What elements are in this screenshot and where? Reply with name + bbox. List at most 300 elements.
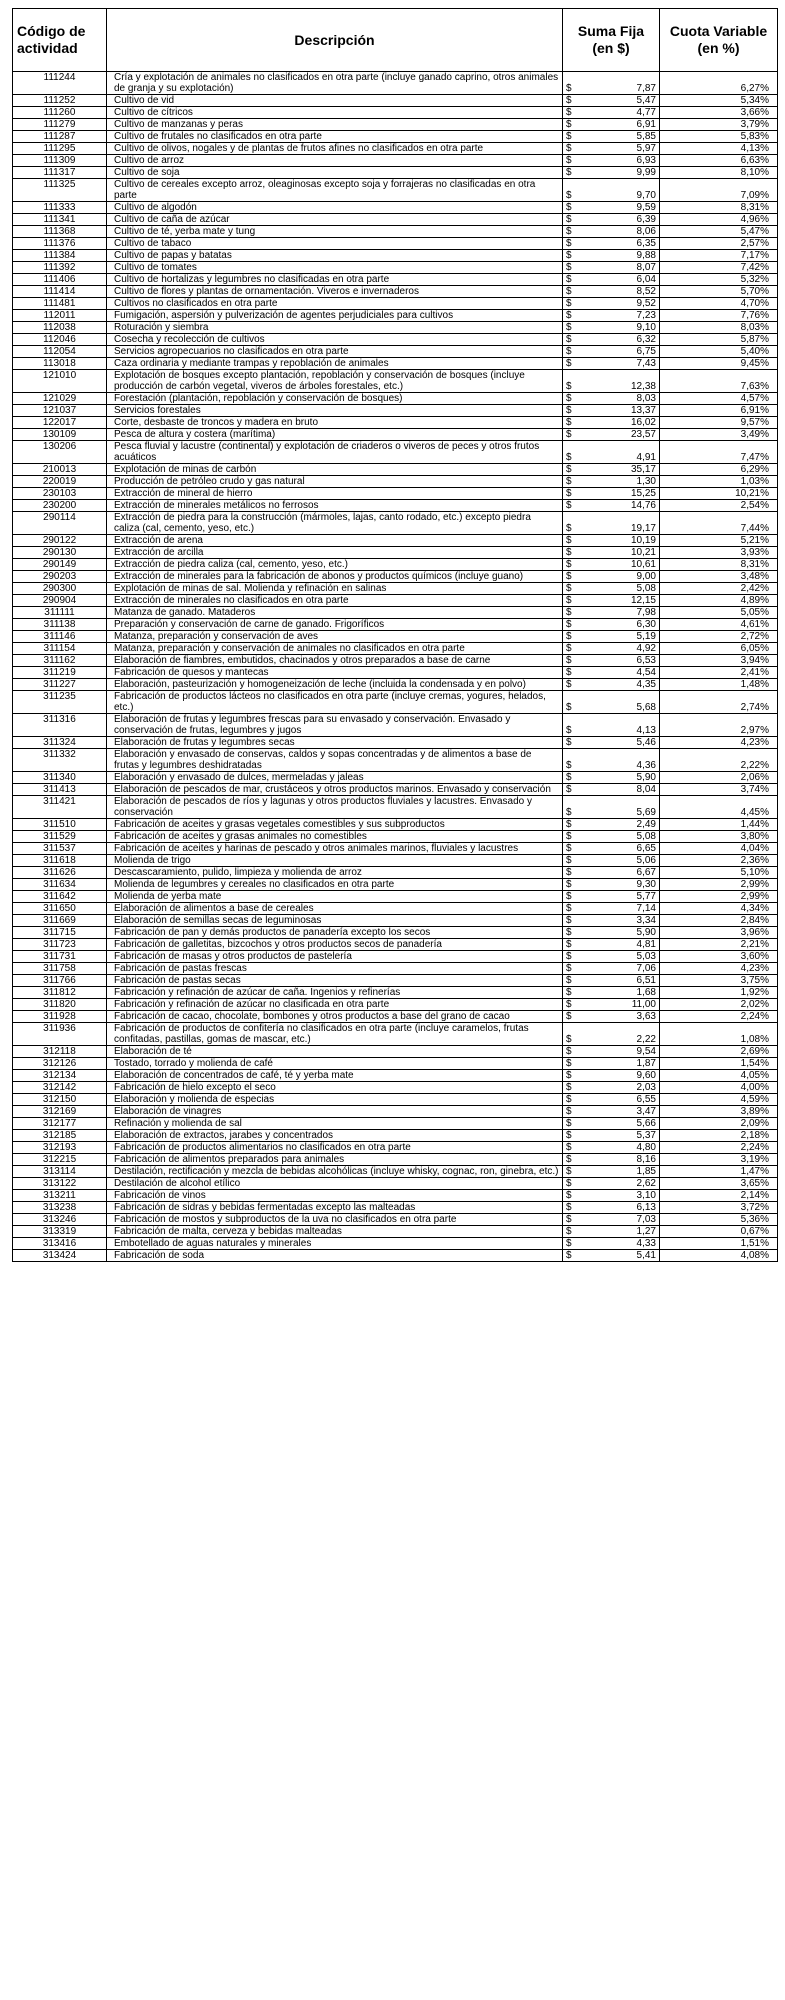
table-row [13, 679, 778, 691]
activity-description: Elaboración de pescados de mar, crustáceos y otros productos marinos. Envasado y conservación [107, 784, 563, 796]
fixed-amount-cell [563, 1202, 660, 1214]
table-row [13, 1106, 778, 1118]
table-row [13, 238, 778, 250]
activity-code: 311324 [13, 737, 107, 749]
fixed-amount-cell [563, 999, 660, 1011]
activity-code: 311529 [13, 831, 107, 843]
table-row [13, 226, 778, 238]
table-row [13, 559, 778, 571]
variable-rate: 6,27% [660, 72, 778, 95]
variable-rate: 3,96% [660, 927, 778, 939]
fixed-amount: 7,06 [636, 963, 656, 974]
activity-description: Extracción de arcilla [107, 547, 563, 559]
currency-symbol: $ [566, 464, 572, 475]
fixed-amount: 5,90 [636, 927, 656, 938]
activity-description: Elaboración de extractos, jarabes y concentrados [107, 1130, 563, 1142]
variable-rate: 4,89% [660, 595, 778, 607]
variable-rate: 2,72% [660, 631, 778, 643]
header-fixed-amount: Suma Fija (en $) [563, 9, 660, 72]
currency-symbol: $ [566, 226, 572, 237]
table-row [13, 500, 778, 512]
variable-rate: 2,24% [660, 1011, 778, 1023]
variable-rate: 7,17% [660, 250, 778, 262]
activity-code: 111414 [13, 286, 107, 298]
activity-description: Refinación y molienda de sal [107, 1118, 563, 1130]
activity-description: Cultivo de cereales excepto arroz, oleaginosas excepto soja y forrajeras no clasificadas en otra parte [107, 179, 563, 202]
currency-symbol: $ [566, 987, 572, 998]
activity-description: Elaboración de alimentos a base de cereales [107, 903, 563, 915]
activity-description: Fabricación y refinación de azúcar de caña. Ingenios y refinerías [107, 987, 563, 999]
fixed-amount-cell [563, 226, 660, 238]
fixed-amount: 6,53 [636, 655, 656, 666]
activity-code: 313122 [13, 1178, 107, 1190]
fixed-amount-cell [563, 119, 660, 131]
variable-rate: 7,44% [660, 512, 778, 535]
activity-code: 311618 [13, 855, 107, 867]
fixed-amount-cell [563, 951, 660, 963]
fixed-amount-cell [563, 1082, 660, 1094]
fixed-amount-cell [563, 714, 660, 737]
fixed-amount: 16,02 [630, 417, 656, 428]
currency-symbol: $ [566, 547, 572, 558]
table-row [13, 547, 778, 559]
currency-symbol: $ [566, 1034, 572, 1045]
activity-code: 121037 [13, 405, 107, 417]
variable-rate: 2,41% [660, 667, 778, 679]
table-row [13, 1190, 778, 1202]
activity-description: Extracción de mineral de hierro [107, 488, 563, 500]
variable-rate: 8,03% [660, 322, 778, 334]
activity-code: 111376 [13, 238, 107, 250]
activity-description: Cultivo de manzanas y peras [107, 119, 563, 131]
variable-rate: 7,63% [660, 370, 778, 393]
variable-rate: 1,92% [660, 987, 778, 999]
variable-rate: 4,57% [660, 393, 778, 405]
fixed-amount: 15,25 [630, 488, 656, 499]
fixed-amount: 13,37 [630, 405, 656, 416]
fixed-amount-cell [563, 691, 660, 714]
fixed-amount-cell [563, 500, 660, 512]
table-row [13, 286, 778, 298]
activity-description: Elaboración de frutas y legumbres secas [107, 737, 563, 749]
table-row [13, 987, 778, 999]
currency-symbol: $ [566, 393, 572, 404]
activity-description: Cultivo de cítricos [107, 107, 563, 119]
variable-rate: 0,67% [660, 1226, 778, 1238]
activity-description: Cultivo de hortalizas y legumbres no clasificadas en otra parte [107, 274, 563, 286]
table-row [13, 583, 778, 595]
variable-rate: 1,08% [660, 1023, 778, 1046]
activity-code: 311510 [13, 819, 107, 831]
table-row [13, 607, 778, 619]
table-row [13, 655, 778, 667]
activity-code: 311146 [13, 631, 107, 643]
fixed-amount-cell [563, 915, 660, 927]
activity-code: 311162 [13, 655, 107, 667]
variable-rate: 2,57% [660, 238, 778, 250]
activity-code: 311413 [13, 784, 107, 796]
activity-description: Tostado, torrado y molienda de café [107, 1058, 563, 1070]
table-row [13, 1046, 778, 1058]
table-row [13, 571, 778, 583]
currency-symbol: $ [566, 1046, 572, 1057]
fixed-amount: 2,22 [636, 1034, 656, 1045]
currency-symbol: $ [566, 262, 572, 273]
fixed-amount-cell [563, 607, 660, 619]
table-row [13, 262, 778, 274]
currency-symbol: $ [566, 274, 572, 285]
activity-code: 113018 [13, 358, 107, 370]
table-row [13, 358, 778, 370]
variable-rate: 3,65% [660, 1178, 778, 1190]
currency-symbol: $ [566, 702, 572, 713]
fixed-amount-cell [563, 322, 660, 334]
variable-rate: 5,34% [660, 95, 778, 107]
table-row [13, 1094, 778, 1106]
fixed-amount: 11,00 [631, 999, 656, 1010]
activity-code: 290130 [13, 547, 107, 559]
activity-description: Pesca fluvial y lacustre (continental) y explotación de criaderos o viveros de peces y otros frutos acuáticos [107, 441, 563, 464]
fixed-amount: 9,30 [636, 879, 656, 890]
currency-symbol: $ [566, 500, 572, 511]
fixed-amount-cell [563, 1154, 660, 1166]
variable-rate: 9,45% [660, 358, 778, 370]
fixed-amount: 6,35 [636, 238, 656, 249]
activity-code: 111260 [13, 107, 107, 119]
fixed-amount: 6,91 [636, 119, 656, 130]
currency-symbol: $ [566, 963, 572, 974]
activity-description: Fabricación de pastas secas [107, 975, 563, 987]
activity-description: Fabricación de productos alimentarios no clasificados en otra parte [107, 1142, 563, 1154]
variable-rate: 2,21% [660, 939, 778, 951]
activity-description: Fabricación de vinos [107, 1190, 563, 1202]
currency-symbol: $ [566, 429, 572, 440]
fixed-amount: 5,69 [636, 807, 656, 818]
variable-rate: 7,42% [660, 262, 778, 274]
fixed-amount: 1,30 [636, 476, 656, 487]
currency-symbol: $ [566, 488, 572, 499]
variable-rate: 1,48% [660, 679, 778, 691]
activity-code: 230103 [13, 488, 107, 500]
variable-rate: 4,61% [660, 619, 778, 631]
activity-code: 111406 [13, 274, 107, 286]
variable-rate: 3,79% [660, 119, 778, 131]
activity-code: 311669 [13, 915, 107, 927]
activity-code: 311340 [13, 772, 107, 784]
activity-code: 290122 [13, 535, 107, 547]
activity-description: Elaboración de fiambres, embutidos, chacinados y otros preparados a base de carne [107, 655, 563, 667]
currency-symbol: $ [566, 476, 572, 487]
activity-description: Elaboración y envasado de dulces, mermeladas y jaleas [107, 772, 563, 784]
activity-description: Elaboración y envasado de conservas, caldos y sopas concentradas y de alimentos a base de frutas y legumbres deshidratadas [107, 749, 563, 772]
fixed-amount-cell [563, 819, 660, 831]
activity-code: 313238 [13, 1202, 107, 1214]
table-row [13, 772, 778, 784]
fixed-amount-cell [563, 831, 660, 843]
currency-symbol: $ [566, 607, 572, 618]
fixed-amount-cell [563, 1106, 660, 1118]
fixed-amount-cell [563, 891, 660, 903]
currency-symbol: $ [566, 1202, 572, 1213]
fixed-amount-cell [563, 1226, 660, 1238]
fixed-amount: 9,88 [636, 250, 656, 261]
table-row [13, 488, 778, 500]
activity-description: Elaboración, pasteurización y homogeneización de leche (incluida la condensada y en polvo) [107, 679, 563, 691]
table-row [13, 855, 778, 867]
table-row [13, 819, 778, 831]
activity-code: 111309 [13, 155, 107, 167]
fixed-amount-cell [563, 1046, 660, 1058]
fixed-amount-cell [563, 155, 660, 167]
currency-symbol: $ [566, 95, 572, 106]
activity-code: 311332 [13, 749, 107, 772]
fixed-amount-cell [563, 1178, 660, 1190]
table-row [13, 441, 778, 464]
fixed-amount-cell [563, 202, 660, 214]
variable-rate: 2,84% [660, 915, 778, 927]
fixed-amount-cell [563, 1058, 660, 1070]
activity-code: 313424 [13, 1250, 107, 1262]
table-row [13, 1023, 778, 1046]
activity-code: 311626 [13, 867, 107, 879]
activity-description: Fumigación, aspersión y pulverización de agentes perjudiciales para cultivos [107, 310, 563, 322]
activity-code: 130109 [13, 429, 107, 441]
variable-rate: 2,69% [660, 1046, 778, 1058]
activity-code: 311111 [13, 607, 107, 619]
activity-description: Elaboración y molienda de especias [107, 1094, 563, 1106]
fixed-amount: 9,54 [636, 1046, 656, 1057]
activity-description: Explotación de minas de carbón [107, 464, 563, 476]
activity-code: 311642 [13, 891, 107, 903]
currency-symbol: $ [566, 167, 572, 178]
variable-rate: 6,91% [660, 405, 778, 417]
fixed-amount-cell [563, 987, 660, 999]
currency-symbol: $ [566, 523, 572, 534]
activity-description: Corte, desbaste de troncos y madera en bruto [107, 417, 563, 429]
variable-rate: 7,47% [660, 441, 778, 464]
table-row [13, 867, 778, 879]
fixed-amount-cell [563, 1023, 660, 1046]
fixed-amount-cell [563, 1250, 660, 1262]
activity-description: Cultivo de papas y batatas [107, 250, 563, 262]
activity-code: 311715 [13, 927, 107, 939]
currency-symbol: $ [566, 346, 572, 357]
fixed-amount-cell [563, 975, 660, 987]
table-row [13, 346, 778, 358]
fixed-amount: 5,85 [636, 131, 656, 142]
table-row [13, 1178, 778, 1190]
currency-symbol: $ [566, 772, 572, 783]
fixed-amount: 7,43 [636, 358, 656, 369]
fixed-amount-cell [563, 1130, 660, 1142]
currency-symbol: $ [566, 1058, 572, 1069]
activity-code: 312134 [13, 1070, 107, 1082]
currency-symbol: $ [566, 298, 572, 309]
activity-description: Extracción de minerales metálicos no ferrosos [107, 500, 563, 512]
fixed-amount: 6,65 [636, 843, 656, 854]
activity-code: 290149 [13, 559, 107, 571]
activity-code: 311758 [13, 963, 107, 975]
activity-description: Fabricación de aceites y harinas de pescado y otros animales marinos, fluviales y lacustres [107, 843, 563, 855]
variable-rate: 6,29% [660, 464, 778, 476]
table-row [13, 879, 778, 891]
fixed-amount-cell [563, 346, 660, 358]
table-row [13, 1238, 778, 1250]
fixed-amount-cell [563, 143, 660, 155]
activity-description: Fabricación de hielo excepto el seco [107, 1082, 563, 1094]
fixed-amount: 5,37 [636, 1130, 656, 1141]
currency-symbol: $ [566, 1142, 572, 1153]
activity-code: 311537 [13, 843, 107, 855]
variable-rate: 2,09% [660, 1118, 778, 1130]
currency-symbol: $ [566, 1250, 572, 1261]
table-row [13, 843, 778, 855]
header-description: Descripción [107, 9, 563, 72]
activity-description: Destilación, rectificación y mezcla de bebidas alcohólicas (incluye whisky, cognac, ron, ginebra, etc.) [107, 1166, 563, 1178]
currency-symbol: $ [566, 1166, 572, 1177]
activity-description: Descascaramiento, pulido, limpieza y molienda de arroz [107, 867, 563, 879]
activity-description: Cultivo de vid [107, 95, 563, 107]
table-row [13, 891, 778, 903]
fixed-amount-cell [563, 167, 660, 179]
activity-code: 311723 [13, 939, 107, 951]
activity-description: Cultivo de arroz [107, 155, 563, 167]
fixed-amount: 23,57 [630, 429, 656, 440]
activity-description: Cultivo de tabaco [107, 238, 563, 250]
fixed-amount: 9,00 [636, 571, 656, 582]
fixed-amount-cell [563, 274, 660, 286]
activity-code: 311138 [13, 619, 107, 631]
fixed-amount: 3,63 [636, 1011, 656, 1022]
currency-symbol: $ [566, 619, 572, 630]
currency-symbol: $ [566, 867, 572, 878]
activity-code: 313246 [13, 1214, 107, 1226]
fixed-amount: 5,19 [636, 631, 656, 642]
fixed-amount: 6,51 [636, 975, 656, 986]
activity-description: Cultivo de té, yerba mate y tung [107, 226, 563, 238]
fixed-amount-cell [563, 370, 660, 393]
variable-rate: 5,47% [660, 226, 778, 238]
fixed-amount: 2,03 [636, 1082, 656, 1093]
activity-description: Elaboración de pescados de ríos y lagunas y otros productos fluviales y lacustres. Envasado y conservación [107, 796, 563, 819]
activity-code: 111325 [13, 179, 107, 202]
activity-rates-table [12, 8, 778, 1262]
currency-symbol: $ [566, 107, 572, 118]
fixed-amount: 8,04 [636, 784, 656, 795]
table-row [13, 1011, 778, 1023]
table-row [13, 963, 778, 975]
currency-symbol: $ [566, 760, 572, 771]
currency-symbol: $ [566, 891, 572, 902]
variable-rate: 3,80% [660, 831, 778, 843]
activity-code: 111392 [13, 262, 107, 274]
variable-rate: 5,21% [660, 535, 778, 547]
activity-code: 312185 [13, 1130, 107, 1142]
variable-rate: 3,74% [660, 784, 778, 796]
currency-symbol: $ [566, 250, 572, 261]
table-row [13, 119, 778, 131]
table-row [13, 927, 778, 939]
activity-code: 111317 [13, 167, 107, 179]
currency-symbol: $ [566, 202, 572, 213]
fixed-amount-cell [563, 95, 660, 107]
currency-symbol: $ [566, 975, 572, 986]
variable-rate: 5,36% [660, 1214, 778, 1226]
variable-rate: 3,19% [660, 1154, 778, 1166]
activity-description: Fabricación de aceites y grasas animales no comestibles [107, 831, 563, 843]
variable-rate: 4,23% [660, 737, 778, 749]
activity-description: Fabricación de soda [107, 1250, 563, 1262]
fixed-amount-cell [563, 417, 660, 429]
fixed-amount: 5,46 [636, 737, 656, 748]
variable-rate: 2,06% [660, 772, 778, 784]
fixed-amount: 35,17 [630, 464, 656, 475]
variable-rate: 1,44% [660, 819, 778, 831]
fixed-amount-cell [563, 667, 660, 679]
activity-code: 311650 [13, 903, 107, 915]
activity-description: Cultivo de flores y plantas de ornamentación. Viveros e invernaderos [107, 286, 563, 298]
table-row [13, 417, 778, 429]
currency-symbol: $ [566, 819, 572, 830]
activity-code: 311812 [13, 987, 107, 999]
activity-description: Cultivo de olivos, nogales y de plantas de frutos afines no clasificados en otra parte [107, 143, 563, 155]
activity-code: 311219 [13, 667, 107, 679]
fixed-amount: 5,41 [636, 1250, 656, 1261]
variable-rate: 1,51% [660, 1238, 778, 1250]
activity-description: Molienda de yerba mate [107, 891, 563, 903]
fixed-amount: 4,77 [636, 107, 656, 118]
currency-symbol: $ [566, 119, 572, 130]
table-row [13, 1154, 778, 1166]
variable-rate: 3,93% [660, 547, 778, 559]
fixed-amount-cell [563, 939, 660, 951]
activity-code: 290300 [13, 583, 107, 595]
fixed-amount: 4,35 [636, 679, 656, 690]
activity-description: Fabricación de cacao, chocolate, bombones y otros productos a base del grano de cacao [107, 1011, 563, 1023]
activity-description: Fabricación y refinación de azúcar no clasificada en otra parte [107, 999, 563, 1011]
activity-description: Extracción de piedra caliza (cal, cemento, yeso, etc.) [107, 559, 563, 571]
fixed-amount: 2,49 [636, 819, 656, 830]
activity-description: Matanza de ganado. Mataderos [107, 607, 563, 619]
currency-symbol: $ [566, 131, 572, 142]
variable-rate: 2,97% [660, 714, 778, 737]
variable-rate: 8,31% [660, 202, 778, 214]
table-row [13, 155, 778, 167]
fixed-amount-cell [563, 238, 660, 250]
fixed-amount-cell [563, 1238, 660, 1250]
currency-symbol: $ [566, 927, 572, 938]
activity-code: 290114 [13, 512, 107, 535]
activity-description: Cría y explotación de animales no clasificados en otra parte (incluye ganado caprino, otros animales de granja y su explotación) [107, 72, 563, 95]
fixed-amount: 10,61 [630, 559, 656, 570]
fixed-amount: 5,08 [636, 583, 656, 594]
fixed-amount: 8,06 [636, 226, 656, 237]
activity-description: Molienda de legumbres y cereales no clasificados en otra parte [107, 879, 563, 891]
currency-symbol: $ [566, 1070, 572, 1081]
fixed-amount-cell [563, 547, 660, 559]
fixed-amount-cell [563, 927, 660, 939]
table-row [13, 1070, 778, 1082]
activity-code: 210013 [13, 464, 107, 476]
table-row [13, 1130, 778, 1142]
fixed-amount: 6,55 [636, 1094, 656, 1105]
fixed-amount: 5,66 [636, 1118, 656, 1129]
activity-description: Embotellado de aguas naturales y minerales [107, 1238, 563, 1250]
fixed-amount: 4,81 [636, 939, 656, 950]
activity-description: Molienda de trigo [107, 855, 563, 867]
activity-code: 111341 [13, 214, 107, 226]
fixed-amount-cell [563, 286, 660, 298]
